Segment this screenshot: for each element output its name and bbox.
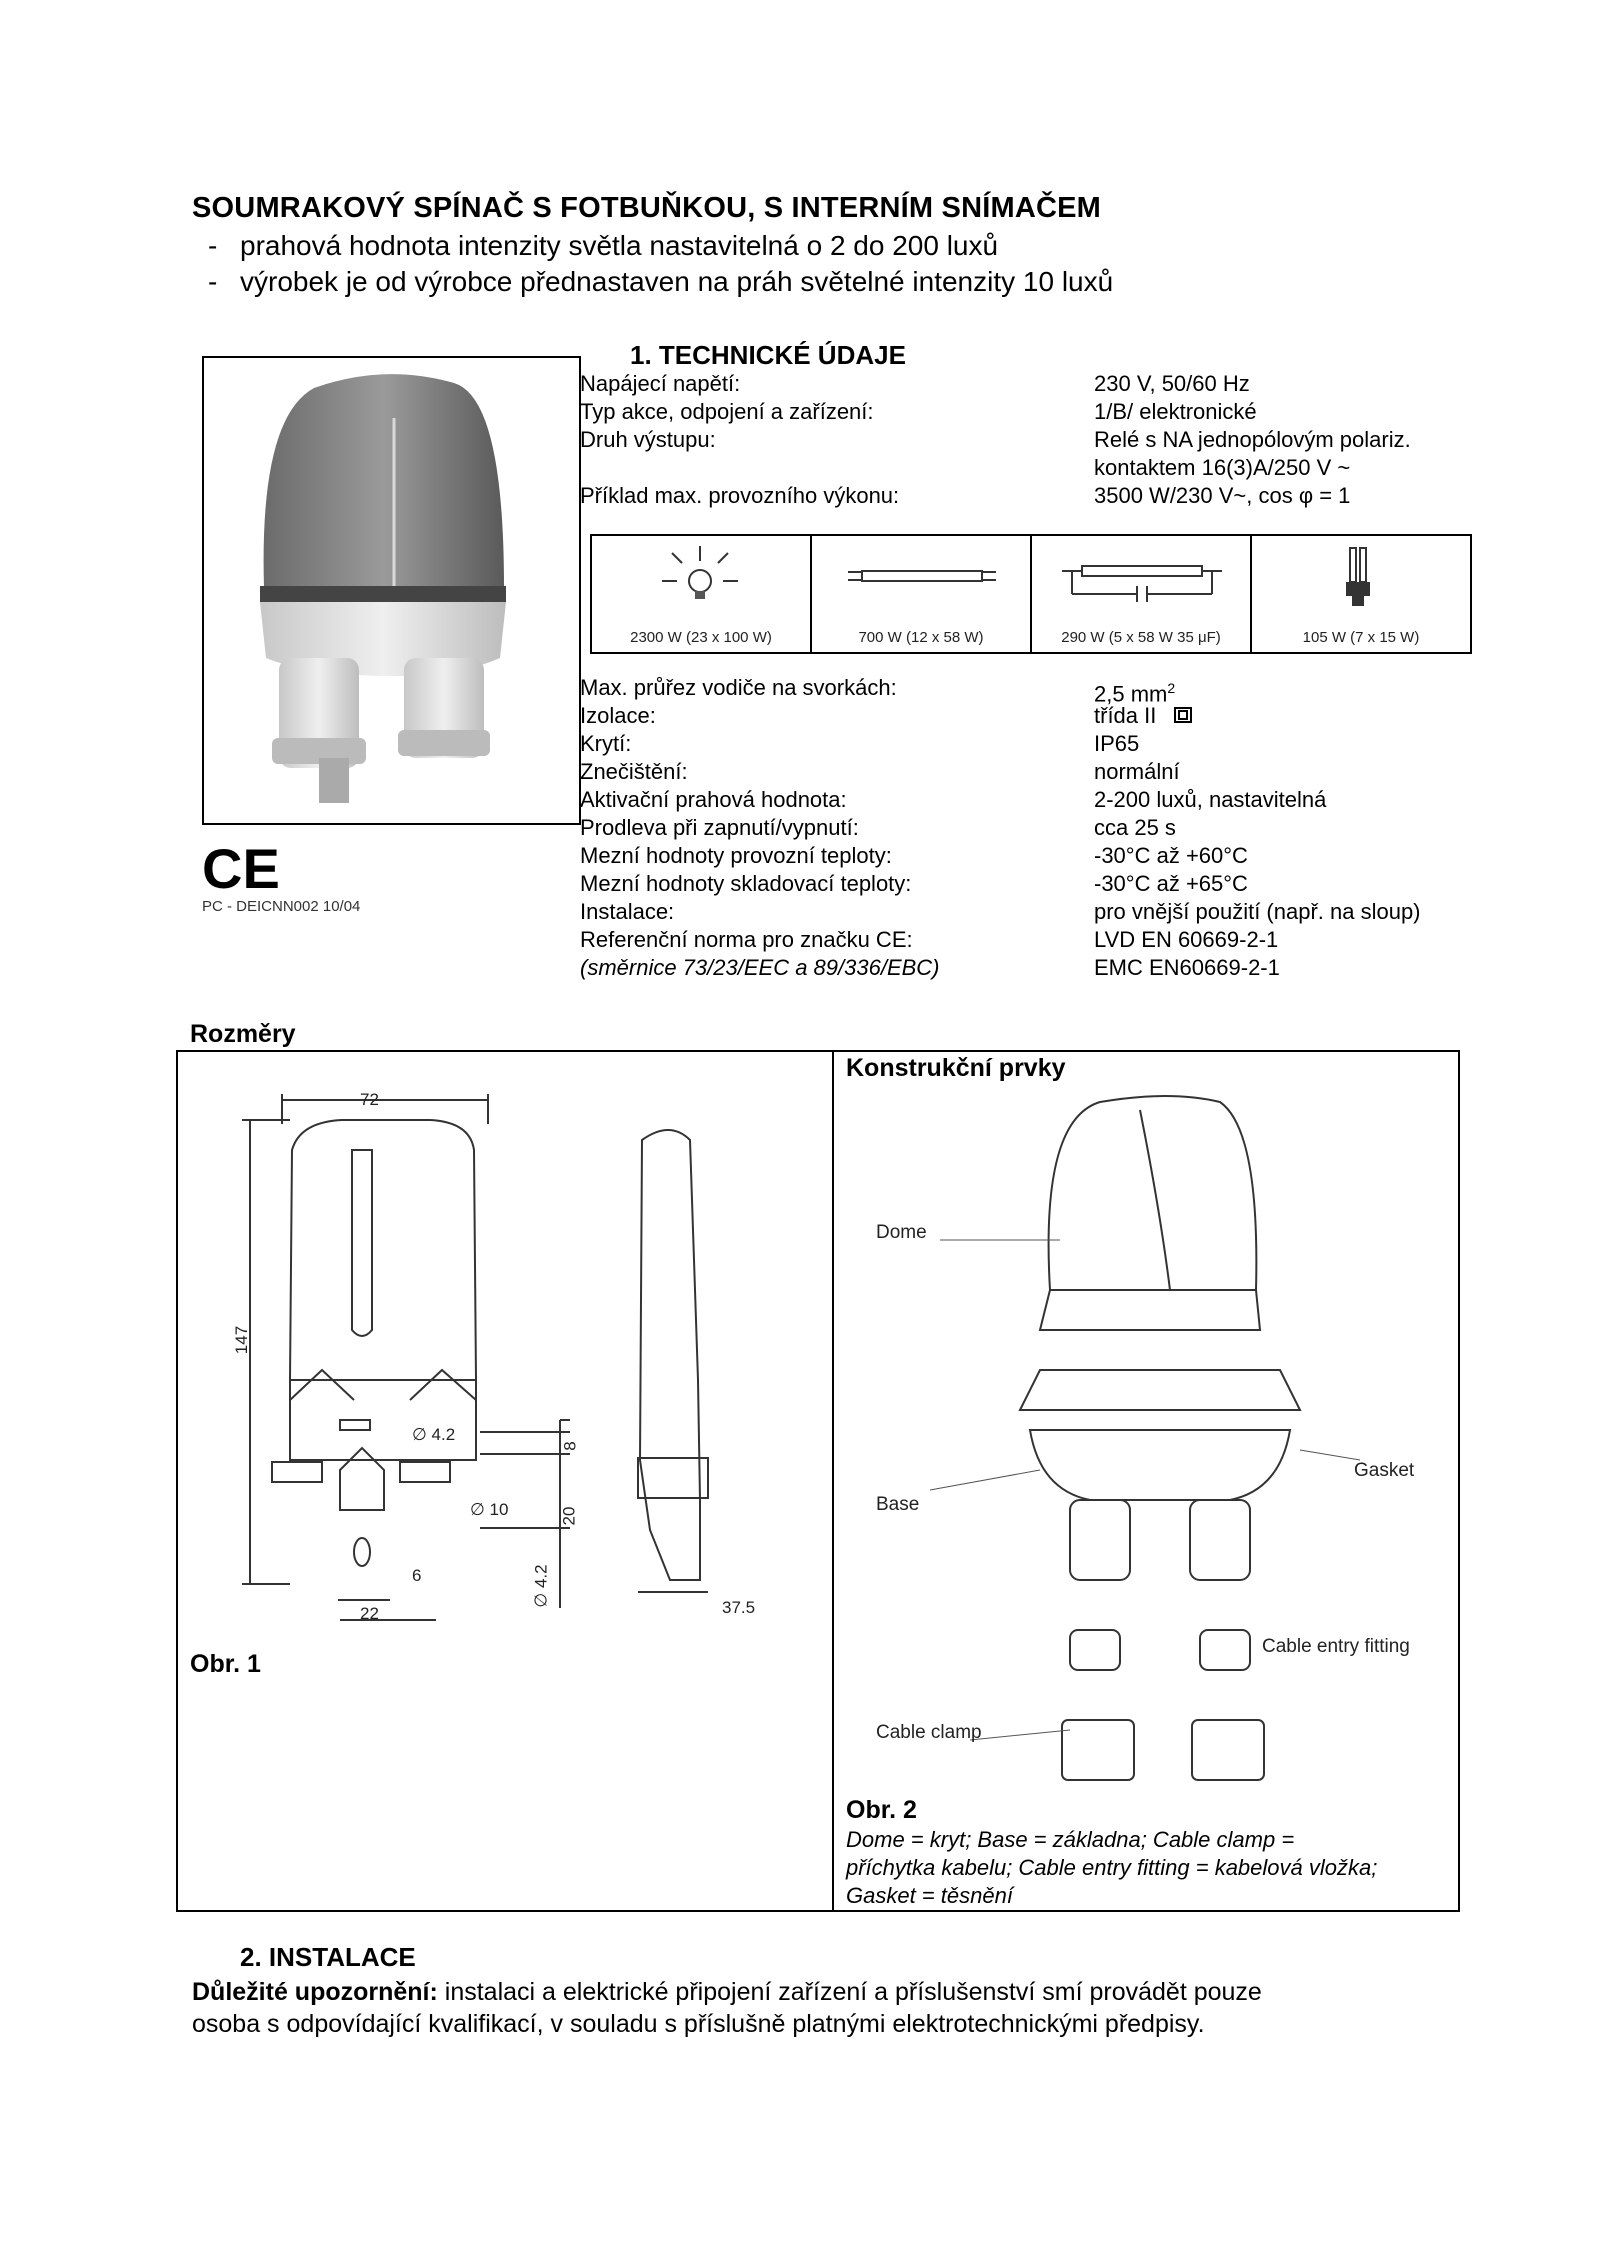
lamp-caption: 700 W (12 x 58 W) bbox=[858, 629, 984, 646]
lamp-cell bbox=[1032, 536, 1252, 652]
obr-2-label: Obr. 2 bbox=[846, 1796, 917, 1824]
spec-value: EMC EN60669-2-1 bbox=[1094, 955, 1280, 980]
dim-20: 20 bbox=[559, 1506, 579, 1526]
ce-code: PC - DEICNN002 10/04 bbox=[202, 898, 361, 915]
bullet-1 bbox=[208, 230, 999, 262]
specs-bottom bbox=[580, 674, 1480, 982]
spec-row bbox=[580, 454, 1480, 482]
spec-row bbox=[580, 898, 1480, 926]
spec-label: Znečištění: bbox=[580, 759, 688, 784]
bullet-dash: - bbox=[208, 230, 218, 261]
lamp-cell bbox=[592, 536, 812, 652]
spec-label: Krytí: bbox=[580, 731, 632, 756]
lamp-cell bbox=[812, 536, 1032, 652]
warning-label: Důležité upozornění: bbox=[192, 1978, 438, 2006]
spec-sup: 2 bbox=[1167, 680, 1176, 696]
spec-label: Příklad max. provozního výkonu: bbox=[580, 483, 900, 508]
spec-row bbox=[580, 842, 1480, 870]
exploded-view-drawing bbox=[840, 1090, 1450, 1810]
specs-top bbox=[580, 370, 1480, 510]
dim-6: 6 bbox=[412, 1566, 422, 1585]
spec-row bbox=[580, 814, 1480, 842]
spec-value: LVD EN 60669-2-1 bbox=[1094, 927, 1279, 952]
part-cable-clamp: Cable clamp bbox=[876, 1722, 982, 1743]
spec-label: Druh výstupu: bbox=[580, 427, 716, 452]
dimension-drawing bbox=[230, 1080, 820, 1640]
caption-line: příchytka kabelu; Cable entry fitting = kabelová vložka; bbox=[846, 1855, 1378, 1880]
fluorescent-tube-icon bbox=[812, 536, 1029, 616]
incandescent-bulb-icon bbox=[592, 536, 809, 616]
spec-row bbox=[580, 730, 1480, 758]
spec-value: -30°C až +65°C bbox=[1094, 871, 1248, 896]
dim-d10: ∅ 10 bbox=[470, 1500, 509, 1519]
spec-value: cca 25 s bbox=[1094, 815, 1176, 840]
spec-label: Mezní hodnoty provozní teploty: bbox=[580, 843, 892, 868]
spec-row bbox=[580, 786, 1480, 814]
double-insulation-icon bbox=[1174, 707, 1192, 723]
warning-paragraph-2: osoba s odpovídající kvalifikací, v souladu s příslušně platnými elektrotechnickými předpisy. bbox=[192, 2010, 1205, 2038]
spec-row bbox=[580, 926, 1480, 954]
lamp-cell bbox=[1252, 536, 1470, 652]
caption-line: Gasket = těsnění bbox=[846, 1883, 1013, 1908]
spec-label: Mezní hodnoty skladovací teploty: bbox=[580, 871, 912, 896]
spec-row bbox=[580, 702, 1480, 730]
spec-label: Typ akce, odpojení a zařízení: bbox=[580, 399, 874, 424]
rozmery-title: Rozměry bbox=[190, 1020, 296, 1048]
spec-value: pro vnější použití (např. na sloup) bbox=[1094, 899, 1421, 924]
bullet-1-text: prahová hodnota intenzity světla nastavitelná o 2 do 200 luxů bbox=[240, 230, 999, 261]
spec-value: IP65 bbox=[1094, 731, 1140, 756]
dim-v42: ∅ 4.2 bbox=[531, 1564, 551, 1608]
document-title: SOUMRAKOVÝ SPÍNAČ S FOTBUŇKOU, S INTERNÍM SNÍMAČEM bbox=[192, 192, 1102, 224]
spec-label: Referenční norma pro značku CE: bbox=[580, 927, 913, 952]
spec-value-text: 2,5 mm bbox=[1094, 681, 1168, 707]
part-dome: Dome bbox=[876, 1222, 927, 1243]
spec-label: (směrnice 73/23/EEC a 89/336/EBC) bbox=[580, 955, 940, 980]
obr-1-label: Obr. 1 bbox=[190, 1650, 261, 1678]
dim-72: 72 bbox=[360, 1090, 379, 1109]
spec-value: -30°C až +60°C bbox=[1094, 843, 1248, 868]
part-gasket: Gasket bbox=[1354, 1460, 1415, 1481]
section-1-heading: 1. TECHNICKÉ ÚDAJE bbox=[630, 340, 906, 370]
lamp-load-table bbox=[590, 534, 1472, 654]
spec-row bbox=[580, 758, 1480, 786]
spec-row bbox=[580, 482, 1480, 510]
spec-value: 230 V, 50/60 Hz bbox=[1094, 371, 1250, 396]
lamp-caption: 290 W (5 x 58 W 35 μF) bbox=[1061, 629, 1221, 646]
warning-text: instalaci a elektrické připojení zařízení a příslušenství smí provádět pouze bbox=[437, 1978, 1262, 2006]
spec-label: Prodleva při zapnutí/vypnutí: bbox=[580, 815, 859, 840]
product-photo bbox=[204, 358, 579, 823]
section-2-heading: 2. INSTALACE bbox=[240, 1942, 416, 1972]
spec-value: kontaktem 16(3)A/250 V ~ bbox=[1094, 455, 1351, 480]
spec-value: Relé s NA jednopólovým polariz. bbox=[1094, 427, 1411, 452]
spec-value bbox=[1094, 702, 1192, 730]
spec-label: Max. průřez vodiče na svorkách: bbox=[580, 675, 897, 700]
spec-label: Napájecí napětí: bbox=[580, 371, 741, 396]
part-base: Base bbox=[876, 1494, 920, 1515]
figures-divider bbox=[832, 1050, 834, 1910]
spec-row bbox=[580, 426, 1480, 454]
warning-paragraph bbox=[192, 1976, 1492, 2008]
spec-row bbox=[580, 954, 1480, 982]
spec-row bbox=[580, 370, 1480, 398]
spec-row bbox=[580, 398, 1480, 426]
dim-d42: ∅ 4.2 bbox=[412, 1425, 456, 1444]
compensated-tube-icon bbox=[1032, 536, 1249, 616]
spec-value: normální bbox=[1094, 759, 1180, 784]
product-photo-frame bbox=[202, 356, 581, 825]
caption-line: Dome = kryt; Base = základna; Cable clamp = bbox=[846, 1827, 1295, 1852]
obr-2-caption bbox=[846, 1826, 1446, 1910]
spec-label: Instalace: bbox=[580, 899, 675, 924]
bullet-dash: - bbox=[208, 266, 218, 297]
bullet-2 bbox=[208, 266, 1114, 298]
compact-fluorescent-icon bbox=[1252, 536, 1469, 616]
spec-row bbox=[580, 870, 1480, 898]
dim-147: 147 bbox=[232, 1325, 252, 1355]
lamp-caption: 105 W (7 x 15 W) bbox=[1302, 629, 1420, 646]
lamp-caption: 2300 W (23 x 100 W) bbox=[630, 629, 772, 646]
spec-value-text: třída II bbox=[1094, 703, 1157, 728]
part-cable-entry: Cable entry fitting bbox=[1262, 1636, 1410, 1657]
spec-value: 3500 W/230 V~, cos φ = 1 bbox=[1094, 483, 1351, 508]
dim-22: 22 bbox=[360, 1604, 379, 1623]
dim-37-5: 37.5 bbox=[722, 1598, 756, 1617]
spec-row bbox=[580, 674, 1480, 707]
dim-8: 8 bbox=[560, 1441, 580, 1451]
konstrukcni-title: Konstrukční prvky bbox=[846, 1054, 1066, 1082]
bullet-2-text: výrobek je od výrobce přednastaven na práh světelné intenzity 10 luxů bbox=[240, 266, 1114, 297]
spec-value: 2-200 luxů, nastavitelná bbox=[1094, 787, 1327, 812]
ce-mark: CE bbox=[202, 837, 280, 900]
spec-label: Izolace: bbox=[580, 703, 656, 728]
spec-label: Aktivační prahová hodnota: bbox=[580, 787, 847, 812]
spec-value: 1/B/ elektronické bbox=[1094, 399, 1257, 424]
